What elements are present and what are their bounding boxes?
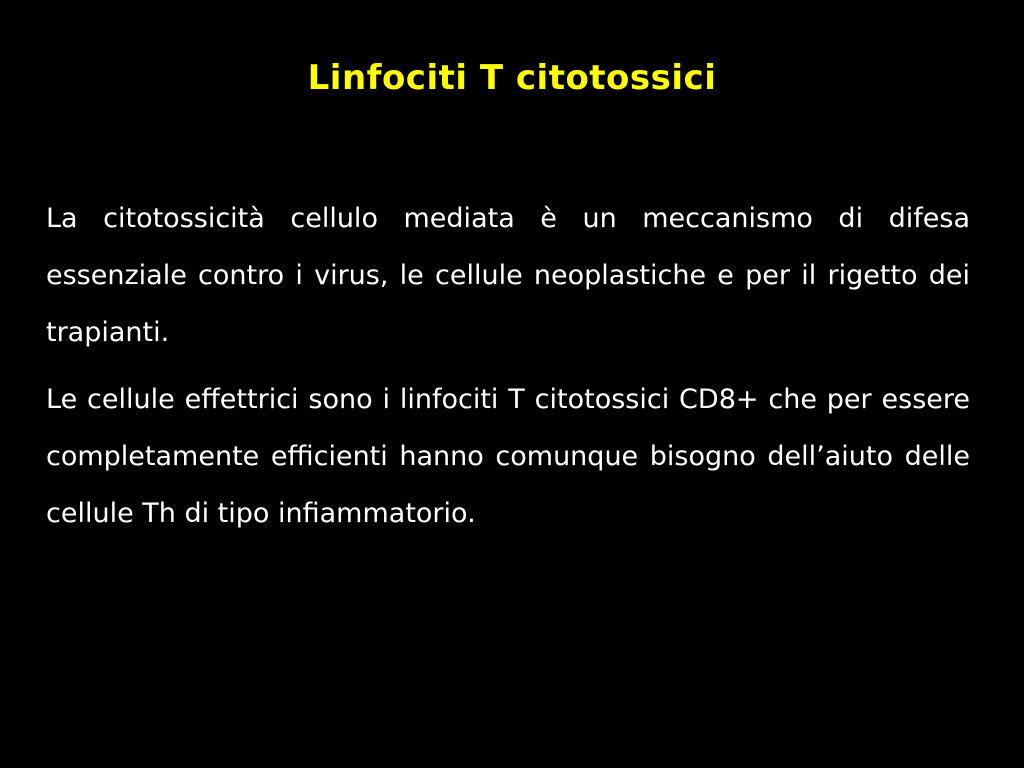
paragraph-1: La citotossicità cellulo mediata è un meccanismo di difesa essenziale contro i virus, le cellule neoplastiche e per il rigetto dei trapianti. [46,203,970,348]
slide-title: Linfociti T citotossici [307,58,717,98]
paragraph-2: Le cellule effettrici sono i linfociti T citotossici CD8+ che per essere completamente efficienti hanno comunque bisogno dell’aiuto delle cellule Th di tipo infiammatorio. [46,384,970,529]
slide-body [46,190,970,552]
